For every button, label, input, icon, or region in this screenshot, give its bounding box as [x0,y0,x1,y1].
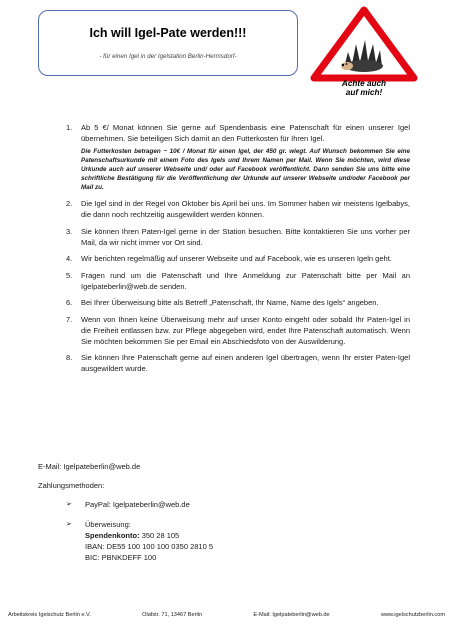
list-item: 3. Sie können Ihren Paten-Igel gerne in der Station besuchen. Bitte kontaktieren Sie uns vorher per Mail, da wir nicht immer vor Ort sind. [66,226,410,247]
account-line: Spendenkonto: 350 28 105 [85,531,180,540]
page-subtitle: - für einen Igel in der Igelstation Berlin-Hermsdorf- [99,53,237,60]
list-item: 7. Wenn von Ihnen keine Überweisung mehr auf unser Konto eingeht oder sobald Ihr Paten-Igel in die Freiheit entlassen bzw. zur Pflege abgegeben wird, endet Ihre Patenschaft automatisch. Wenn Sie möchten bekommen Sie per Email ein Abschiedsfoto von der Auswilderung. [66,314,410,346]
bic: BIC: PBNKDEFF 100 [85,553,157,562]
bank-transfer-item: ➢ Überweisung: Spendenkonto: 350 28 105 IBAN: DE55 100 100 100 0350 2810 5 BIC: PBNKDEFF 100 [38,519,418,563]
footer-org: Arbeitskreis Igelschutz Berlin e.V. [8,612,91,618]
list-item: 8. Sie können Ihre Patenschaft gerne auf einen anderen Igel übertragen, wenn Ihr erster Paten-Igel ausgewildert wurde. [66,353,410,374]
arrow-bullet-icon: ➢ [66,521,72,528]
footer-address: Olafstr. 71, 13467 Berlin [142,612,203,618]
list-item: 6. Bei Ihrer Überweisung bitte als Betreff „Patenschaft, Ihr Name, Name des Igels“ angeben. [66,298,379,308]
paypal-item: ➢ PayPal: Igelpateberlin@web.de [66,500,190,509]
list-item: 2. Die Igel sind in der Regel von Oktober bis April bei uns. Im Sommer haben wir meistens Igelbabys, die dann noch rechtzeitig ausgewildert werden können. [66,199,410,220]
payment-heading: Zahlungsmethoden: [38,481,105,490]
footer-website: www.igelschutzberlin.com [380,612,445,618]
list-item: 4. Wir berichten regelmäßig auf unserer Webseite und auf Facebook, wie es unseren Igeln geht. [66,254,392,264]
contact-section [38,461,418,563]
contact-email: E-Mail: Igelpateberlin@web.de [38,462,141,471]
arrow-bullet-icon: ➢ [66,501,72,508]
page-title: Ich will Igel-Pate werden!!! [89,26,247,40]
iban: IBAN: DE55 100 100 100 0350 2810 5 [85,542,214,551]
sign-caption: Achte auch auf mich! [341,79,387,97]
footer-email: E-Mail: Igelpateberlin@web.de [253,612,330,618]
feeding-cost-note: Die Futterkosten betragen ~ 10€ / Monat für einen Igel, der 450 gr. wiegt. Auf Wunsch bekommen Sie eine Patenschaftsurkunde mit einem Foto des Igels und Ihrem Namen per Mail. Wenn Sie möchten, wird diese Urkunde auch auf unserer Webseite und/ oder auf Facebook veröffentlicht. Dann senden Sie uns bitte eine schriftliche Bestätigung für die Veröffentlichung der Urkunde auf unserer Webseite und/oder Facebook per Mail zu. [81,148,410,191]
page-footer [8,612,445,618]
header-box [38,10,298,76]
terms-list [66,122,410,380]
list-item: 1. Ab 5 €/ Monat können Sie gerne auf Spendenbasis eine Patenschaft für einen unserer Igel übernehmen. Sie beteiligen Sich damit an den Futterkosten für Ihren Igel. Die Futterkosten betragen ~ 10€ / Monat für einen Igel, der 450 gr. wiegt. Auf Wunsch bekommen Sie eine Patenschaftsurkunde mit einem Foto des Igels und Ihrem Namen per Mail. Wenn Sie möchten, wird diese Urkunde auch auf unserer Webseite und/ oder auf Facebook veröffentlicht. Dann senden Sie uns bitte eine schriftliche Bestätigung für die Veröffentlichung der Urkunde auf unserer Webseite und/oder Facebook per Mail zu. [66,123,410,191]
list-item: 5. Fragen rund um die Patenschaft und Ihre Anmeldung zur Patenschaft bitte per Mail an Igelpateberlin@web.de senden. [66,270,410,291]
